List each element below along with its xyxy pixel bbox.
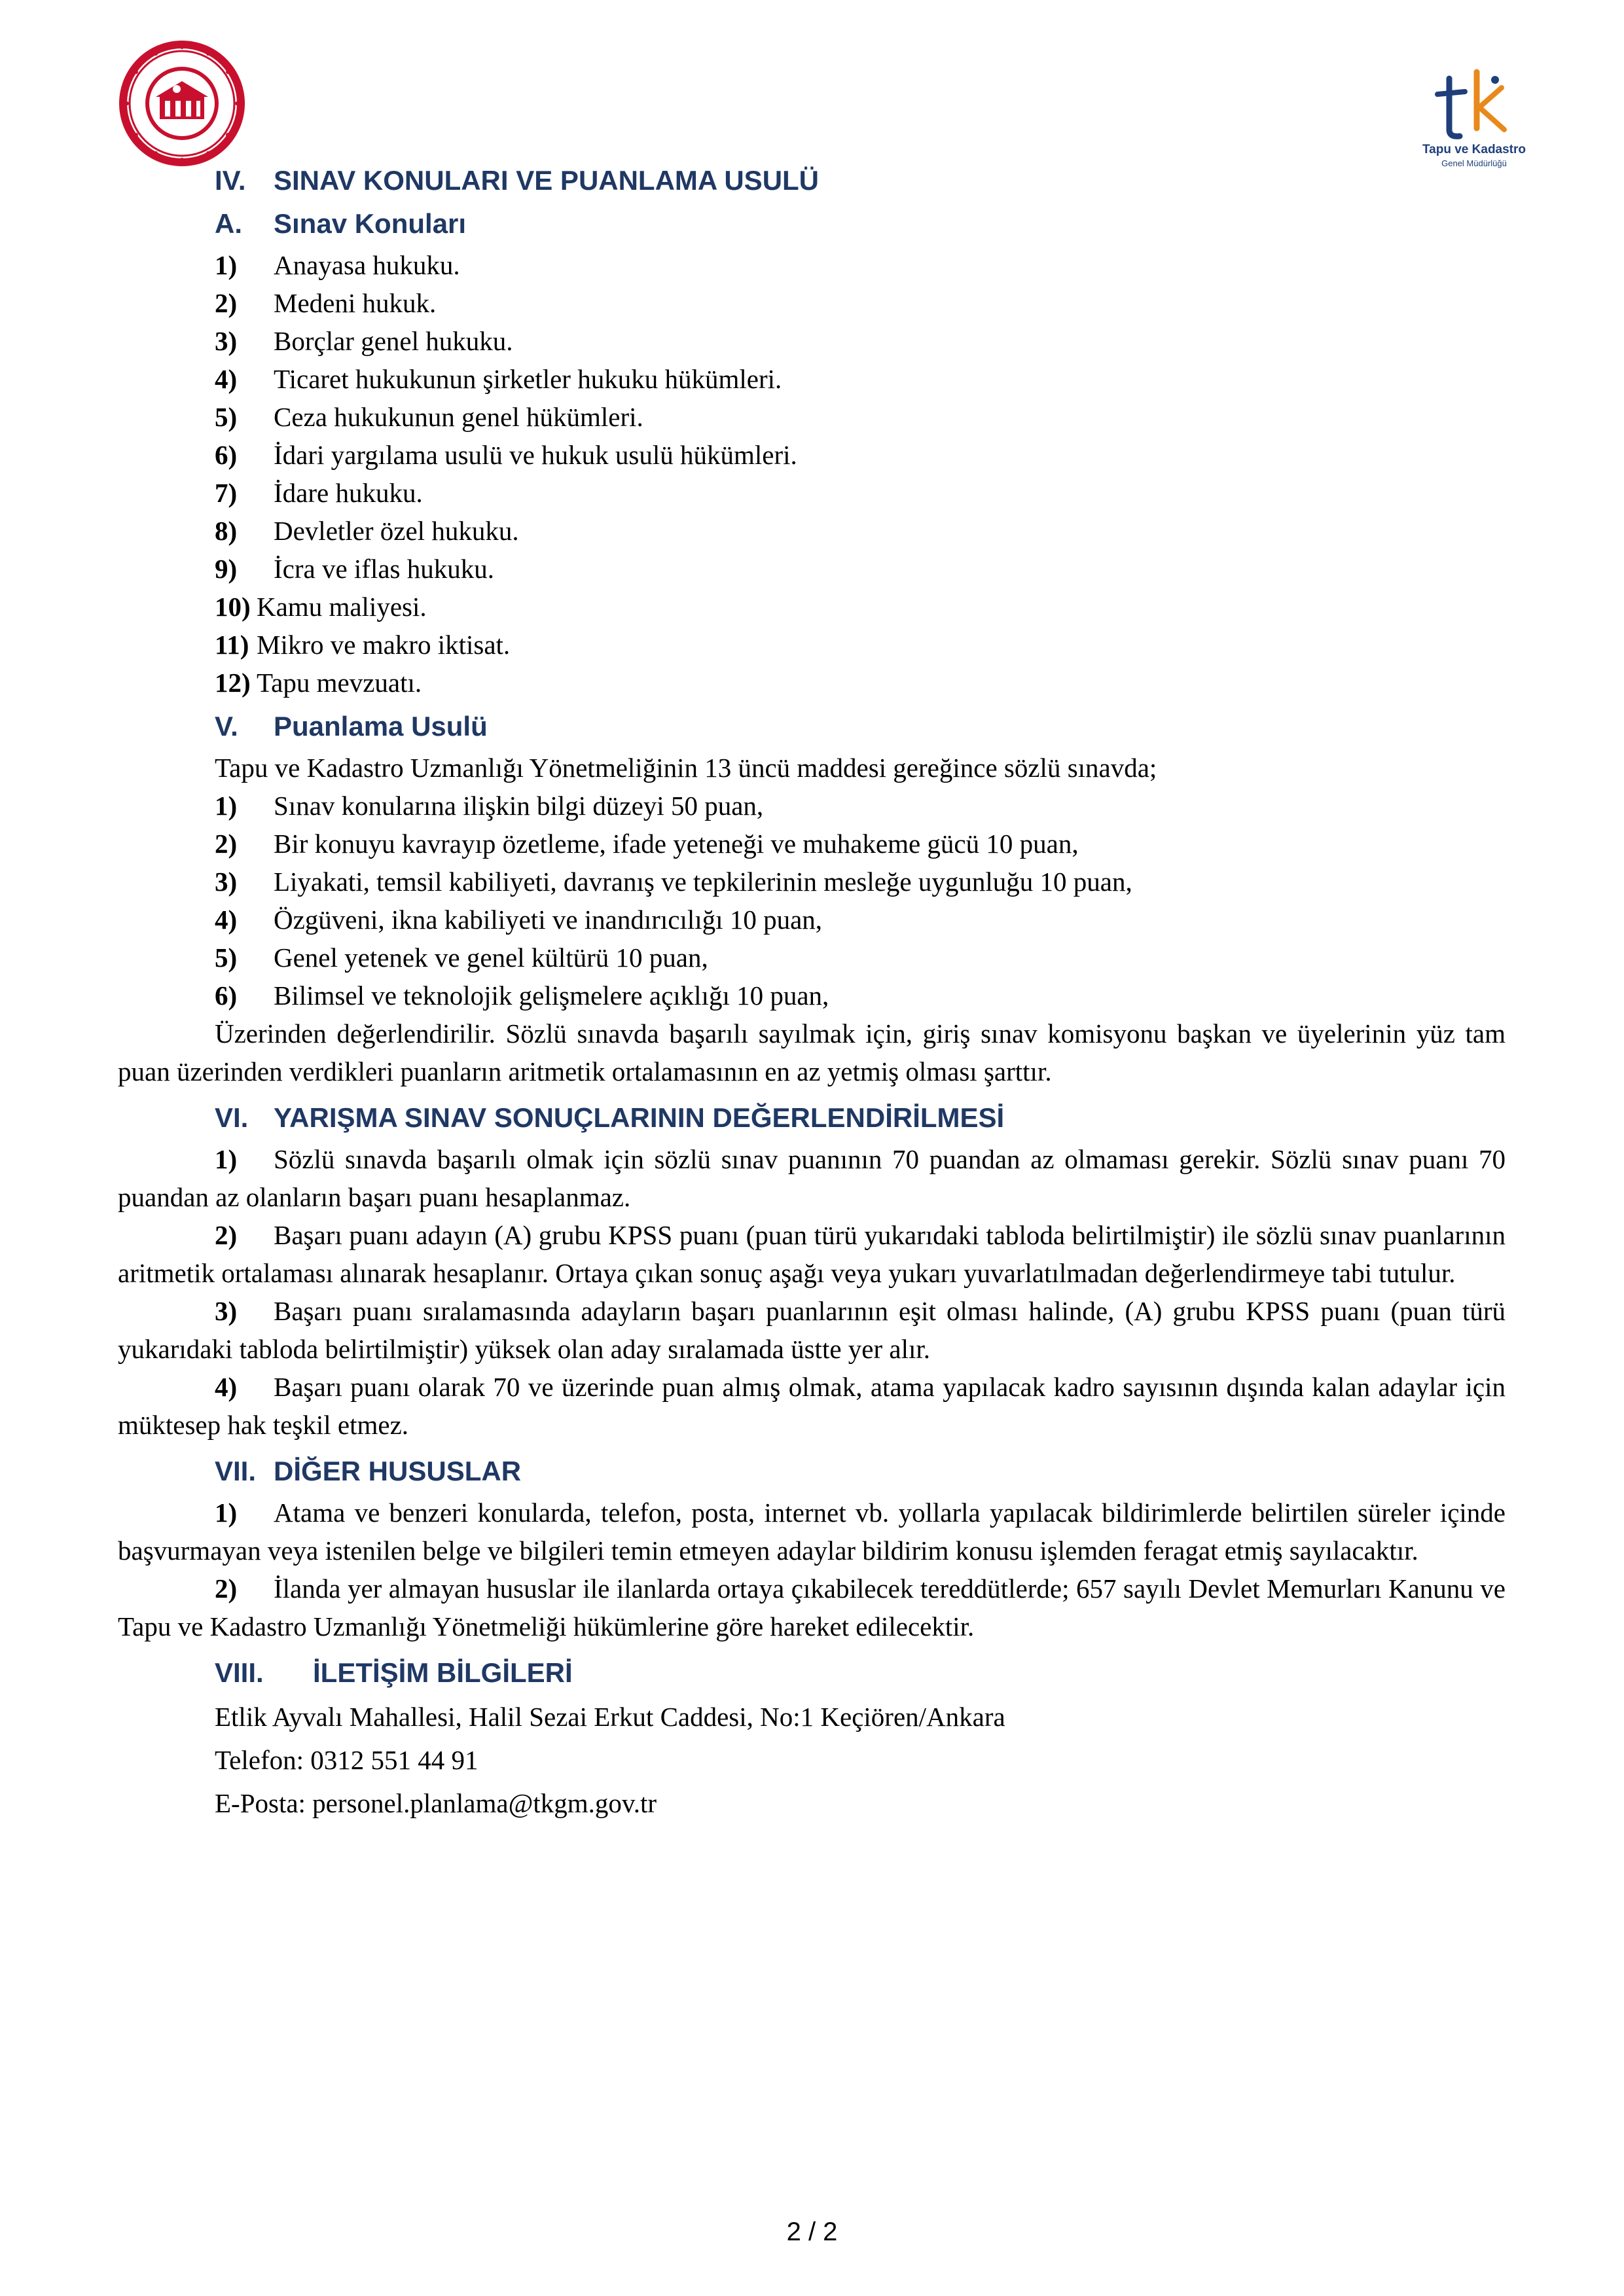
ministry-seal-logo (117, 38, 247, 169)
item-number: 5) (215, 942, 238, 973)
item-number: 2) (215, 1220, 238, 1250)
item-number: 5) (215, 402, 238, 432)
item-text: Ticaret hukukunun şirketler hukuku hükümleri. (274, 364, 782, 394)
section-4-heading (215, 162, 1506, 199)
section-title: SINAV KONULARI VE PUANLAMA USULÜ (274, 165, 820, 196)
subsection-a-heading (215, 206, 1506, 242)
list-item (215, 901, 1506, 939)
item-number: 1) (215, 1498, 238, 1528)
subsection-number: A. (215, 208, 242, 239)
list-item (215, 626, 1506, 664)
item-number: 2) (215, 829, 238, 859)
item-number: 3) (215, 1296, 238, 1326)
list-item (215, 588, 1506, 626)
item-text: İdari yargılama usulü ve hukuk usulü hükümleri. (274, 440, 797, 470)
item-text: İcra ve iflas hukuku. (274, 554, 494, 584)
item-number: 12) (215, 668, 251, 698)
item-text: İlanda yer almayan hususlar ile ilanlarda ortaya çıkabilecek tereddütlerde; 657 sayılı Devlet Memurları Kanunu ve Tapu ve Kadastro Uzmanlığı Yönetmeliği hükümlerine göre hareket edilecektir. (118, 1573, 1506, 1641)
item-number: 7) (215, 478, 238, 508)
item-number: 4) (215, 1372, 238, 1402)
subsection-title: Sınav Konuları (274, 208, 467, 239)
item-text: Genel yetenek ve genel kültürü 10 puan, (274, 942, 708, 973)
item-text: Mikro ve makro iktisat. (257, 630, 511, 660)
list-item (215, 512, 1506, 550)
section-number: VI. (215, 1102, 249, 1133)
scoring-intro: Tapu ve Kadastro Uzmanlığı Yönetmeliğinin 13 üncü maddesi gereğince sözlü sınavda; (215, 753, 1157, 783)
list-item (215, 284, 1506, 322)
item-text: Tapu mevzuatı. (257, 668, 422, 698)
contact-phone: Telefon: 0312 551 44 91 (215, 1745, 478, 1775)
section-5-heading (215, 708, 1506, 745)
item-text: Kamu maliyesi. (257, 592, 427, 622)
list-item (215, 939, 1506, 977)
item-text: Medeni hukuk. (274, 288, 437, 318)
scoring-closing-paragraph: Üzerinden değerlendirilir. Sözlü sınavda başarılı sayılmak için, giriş sınav komisyonu başkan ve üyelerinin yüz tam puan üzerinden verdikleri puanların aritmetik ortalamasının en az yetmiş olması şarttır. (118, 1018, 1506, 1086)
list-item (215, 825, 1506, 863)
list-item (215, 977, 1506, 1014)
item-number: 1) (215, 791, 238, 821)
list-item (215, 550, 1506, 588)
item-number: 2) (215, 288, 238, 318)
item-number: 6) (215, 980, 238, 1011)
item-number: 6) (215, 440, 238, 470)
item-text: Bir konuyu kavrayıp özetleme, ifade yeteneği ve muhakeme gücü 10 puan, (274, 829, 1079, 859)
document-body (118, 162, 1506, 1825)
evaluation-paragraph (118, 1216, 1506, 1292)
item-text: Devletler özel hukuku. (274, 516, 519, 546)
page-number: 2 / 2 (786, 2217, 838, 2246)
item-number: 2) (215, 1573, 238, 1604)
section-number: V. (215, 711, 238, 742)
exam-topics-list (118, 246, 1506, 702)
item-number: 4) (215, 364, 238, 394)
list-item (215, 322, 1506, 360)
list-item (215, 436, 1506, 474)
section-title: DİĞER HUSUSLAR (274, 1456, 522, 1486)
section-number: VIII. (215, 1657, 264, 1688)
item-text: Bilimsel ve teknolojik gelişmelere açıklığı 10 puan, (274, 980, 829, 1011)
item-number: 8) (215, 516, 238, 546)
item-text: Başarı puanı olarak 70 ve üzerinde puan almış olmak, atama yapılacak kadro sayısının dışında kalan adaylar için müktesep hak teşkil etmez. (118, 1372, 1506, 1440)
evaluation-paragraph (118, 1368, 1506, 1444)
item-text: Ceza hukukunun genel hükümleri. (274, 402, 643, 432)
other-matters-paragraph (118, 1570, 1506, 1645)
section-title: Puanlama Usulü (274, 711, 488, 742)
item-text: Liyakati, temsil kabiliyeti, davranış ve tepkilerinin mesleğe uygunluğu 10 puan, (274, 867, 1132, 897)
section-title: İLETİŞİM BİLGİLERİ (313, 1657, 573, 1688)
list-item (215, 787, 1506, 825)
list-item (215, 474, 1506, 512)
scoring-list (118, 787, 1506, 1014)
item-number: 3) (215, 867, 238, 897)
section-6-heading (215, 1100, 1506, 1136)
section-number: VII. (215, 1456, 257, 1486)
evaluation-paragraph (118, 1292, 1506, 1368)
item-text: Sözlü sınavda başarılı olmak için sözlü sınav puanının 70 puandan az olmaması gerekir. Sözlü sınav puanı 70 puandan az olanların başarı puanı hesaplanmaz. (118, 1144, 1506, 1212)
section-title: YARIŞMA SINAV SONUÇLARININ DEĞERLENDİRİLMESİ (274, 1102, 1005, 1133)
item-number: 11) (215, 630, 249, 660)
item-number: 4) (215, 905, 238, 935)
item-text: Anayasa hukuku. (274, 250, 460, 280)
list-item (215, 360, 1506, 398)
contact-address: Etlik Ayvalı Mahallesi, Halil Sezai Erkut Caddesi, No:1 Keçiören/Ankara (215, 1702, 1005, 1732)
item-number: 1) (215, 1144, 238, 1174)
item-number: 10) (215, 592, 251, 622)
evaluation-paragraph (118, 1140, 1506, 1216)
item-text: Borçlar genel hukuku. (274, 326, 513, 356)
logo-brand-text: Tapu ve Kadastro (1422, 143, 1526, 156)
list-item (215, 863, 1506, 901)
item-number: 9) (215, 554, 238, 584)
item-text: Başarı puanı sıralamasında adayların başarı puanlarının eşit olması halinde, (A) grubu KPSS puanı (puan türü yukarıdaki tabloda belirtilmiştir) yüksek olan aday sıralamada üstte yer alır. (118, 1296, 1506, 1364)
list-item (215, 398, 1506, 436)
section-7-heading (215, 1453, 1506, 1490)
item-text: Başarı puanı adayın (A) grubu KPSS puanı (puan türü yukarıdaki tabloda belirtilmiştir) ile sözlü sınav puanlarının aritmetik ortalaması alınarak hesaplanır. Ortaya çıkan sonuç aşağı veya yukarı yuvarlatılmadan değerlendirmeye tabi tutulur. (118, 1220, 1506, 1288)
item-number: 1) (215, 250, 238, 280)
list-item (215, 246, 1506, 284)
section-8-heading (215, 1655, 1506, 1691)
contact-email: E-Posta: personel.planlama@tkgm.gov.tr (215, 1788, 657, 1818)
section-number: IV. (215, 165, 246, 196)
list-item (215, 664, 1506, 702)
item-text: Özgüveni, ikna kabiliyeti ve inandırıcılığı 10 puan, (274, 905, 823, 935)
item-text: Atama ve benzeri konularda, telefon, posta, internet vb. yollarla yapılacak bildirimlerde belirtilen süreler içinde başvurmayan veya istenilen belge ve bilgileri temin etmeyen adaylar bildirim konusu işlemden feragat etmiş sayılacaktır. (118, 1498, 1506, 1566)
logo-sub-text: Genel Müdürlüğü (1441, 158, 1507, 168)
item-number: 3) (215, 326, 238, 356)
tapu-kadastro-logo (1409, 65, 1540, 177)
other-matters-paragraph (118, 1494, 1506, 1570)
item-text: Sınav konularına ilişkin bilgi düzeyi 50 puan, (274, 791, 764, 821)
item-text: İdare hukuku. (274, 478, 423, 508)
